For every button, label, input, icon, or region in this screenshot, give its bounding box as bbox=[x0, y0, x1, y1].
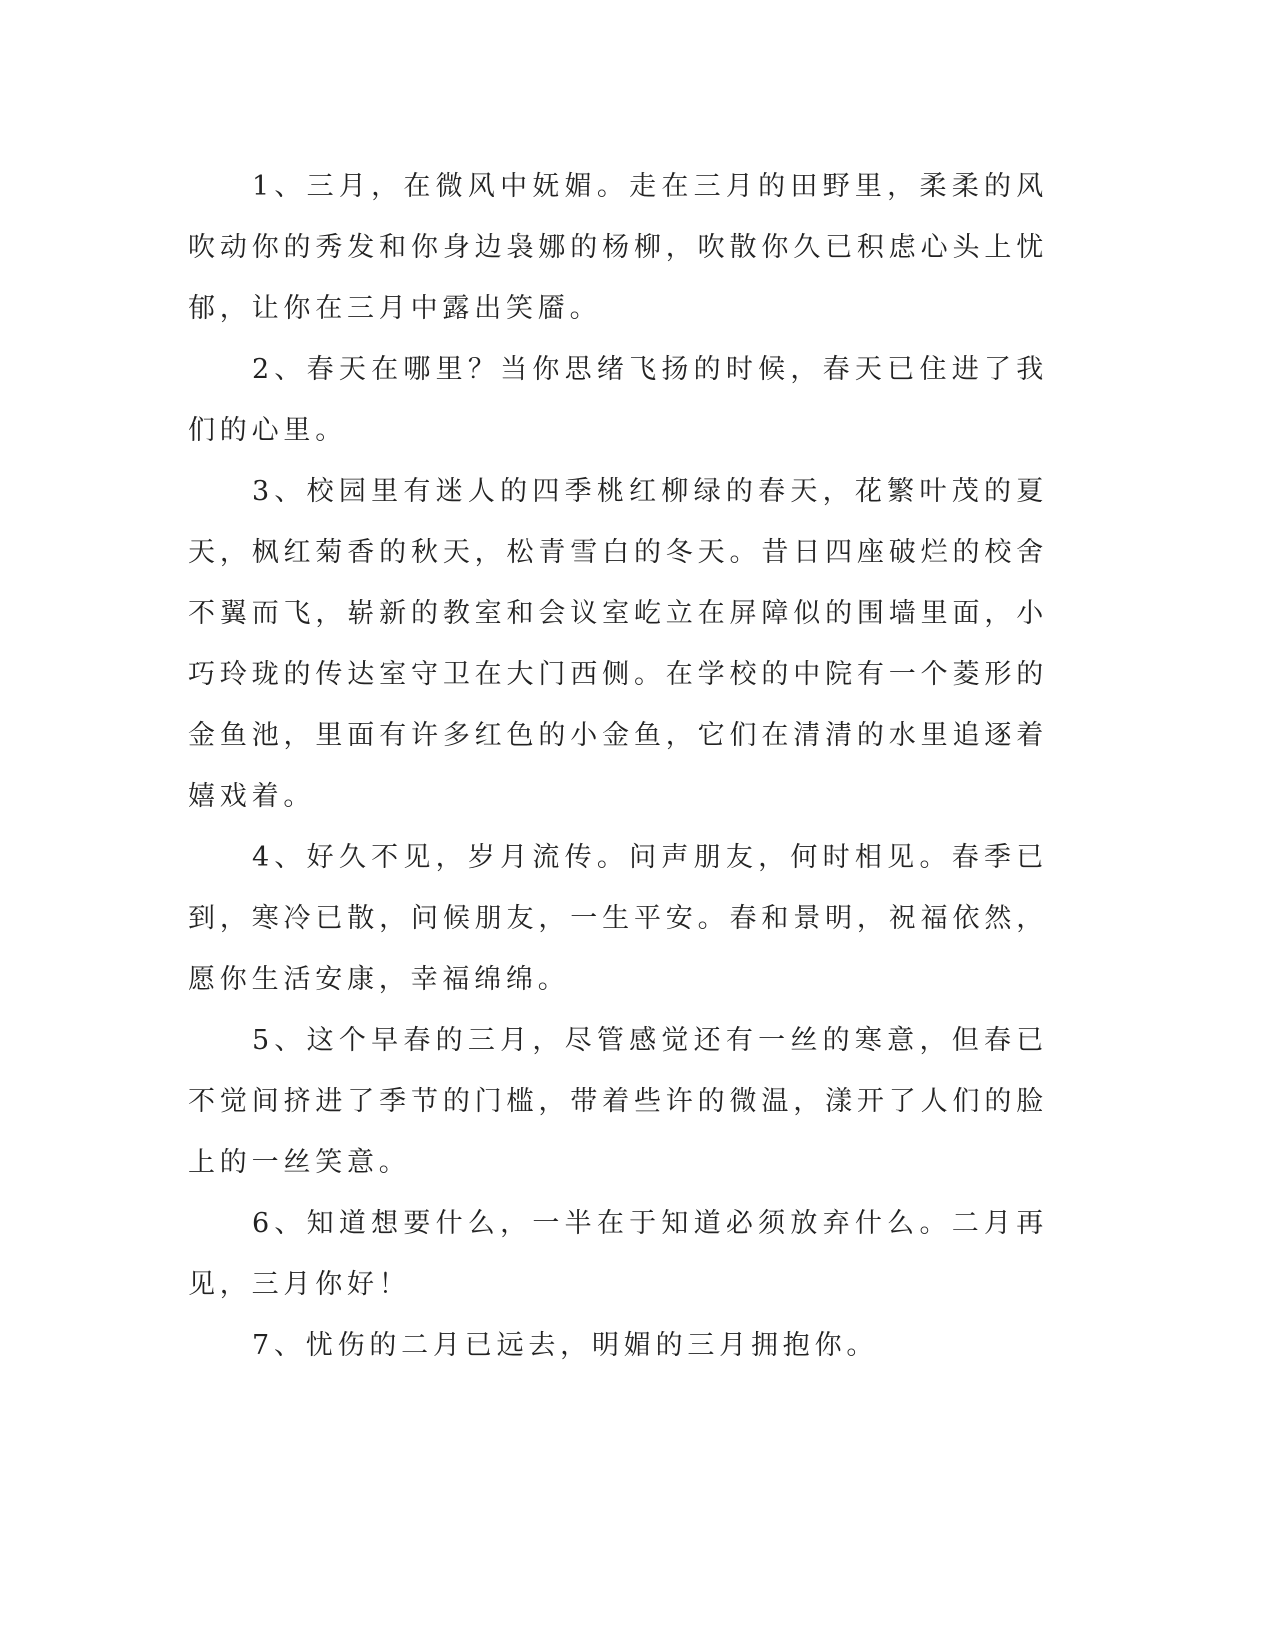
paragraph-6: 6、知道想要什么，一半在于知道必须放弃什么。二月再见，三月你好！ bbox=[188, 1208, 1048, 1300]
paragraph-2: 2、春天在哪里？当你思绪飞扬的时候，春天已住进了我们的心里。 bbox=[188, 354, 1048, 446]
paragraph-5: 5、这个早春的三月，尽管感觉还有一丝的寒意，但春已不觉间挤进了季节的门槛，带着些许的微温，漾开了人们的脸上的一丝笑意。 bbox=[188, 1025, 1048, 1178]
paragraph-4: 4、好久不见，岁月流传。问声朋友，何时相见。春季已到，寒冷已散，问候朋友，一生平安。春和景明，祝福依然，愿你生活安康，幸福绵绵。 bbox=[188, 842, 1048, 995]
document-body bbox=[188, 156, 1048, 1376]
paragraph-7: 7、忧伤的二月已远去，明媚的三月拥抱你。 bbox=[252, 1330, 879, 1361]
paragraph-1: 1、三月，在微风中妩媚。走在三月的田野里，柔柔的风吹动你的秀发和你身边袅娜的杨柳，吹散你久已积虑心头上忧郁，让你在三月中露出笑靥。 bbox=[188, 171, 1048, 324]
paragraph-3: 3、校园里有迷人的四季桃红柳绿的春天，花繁叶茂的夏天，枫红菊香的秋天，松青雪白的冬天。昔日四座破烂的校舍不翼而飞，崭新的教室和会议室屹立在屏障似的围墙里面，小巧玲珑的传达室守卫在大门西侧。在学校的中院有一个菱形的金鱼池，里面有许多红色的小金鱼，它们在清清的水里追逐着嬉戏着。 bbox=[188, 476, 1048, 812]
